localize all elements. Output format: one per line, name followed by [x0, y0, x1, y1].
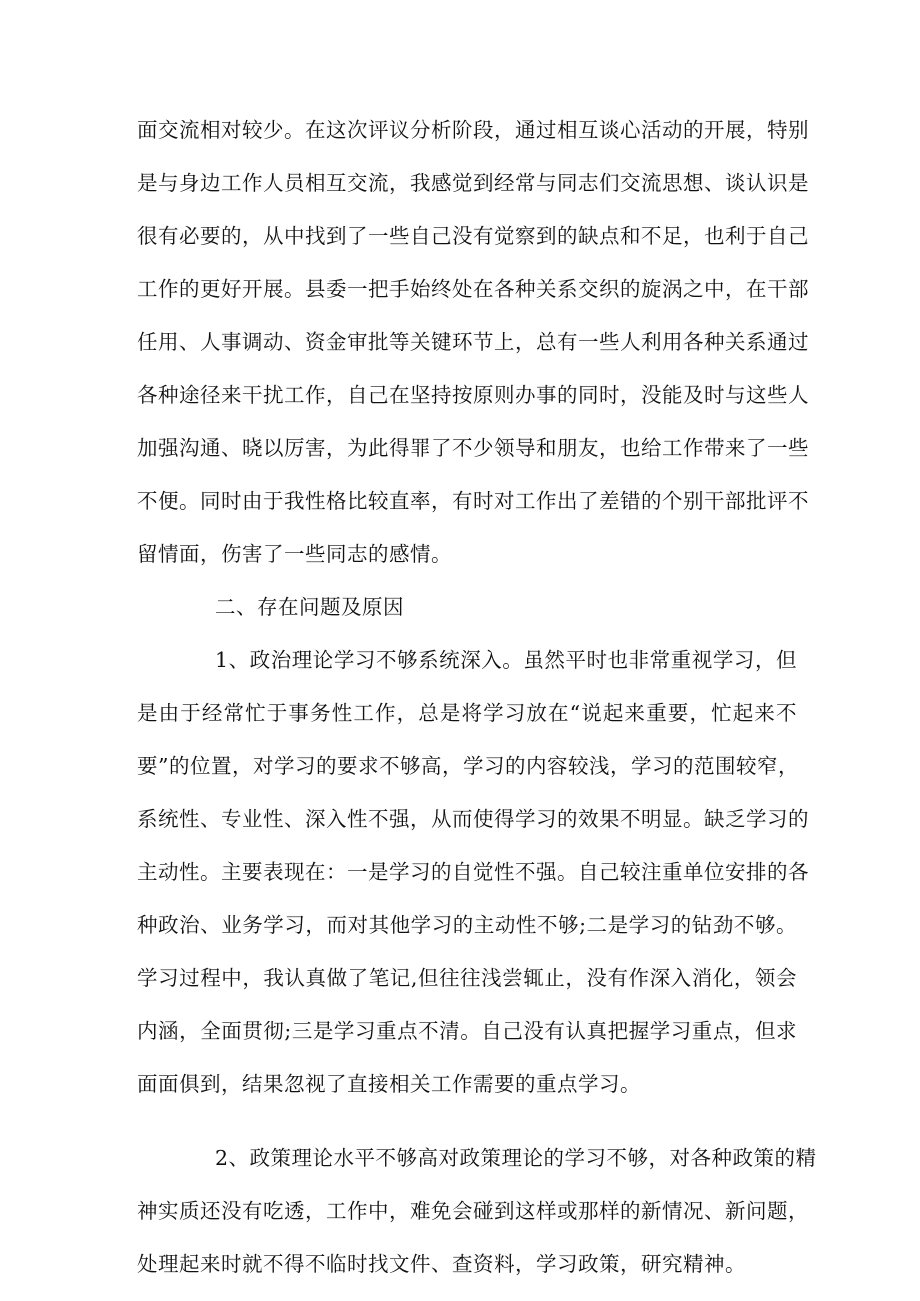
text-line: 学习过程中，我认真做了笔记,但往往浅尝辄止，没有作深入消化，领会	[137, 966, 797, 990]
text-line: 面交流相对较少。在这次评议分析阶段，通过相互谈心活动的开展，特别	[137, 118, 809, 142]
text-line: 系统性、专业性、深入性不强，从而使得学习的效果不明显。缺乏学习的	[137, 807, 809, 831]
text-line: 加强沟通、晓以厉害，为此得罪了不少领导和朋友，也给工作带来了一些	[137, 436, 809, 460]
text-line: 任用、人事调动、资金审批等关键环节上，总有一些人利用各种关系通过	[137, 330, 809, 354]
text-line: 留情面，伤害了一些同志的感情。	[137, 542, 452, 566]
text-line: 1、政治理论学习不够系统深入。虽然平时也非常重视学习，但	[215, 648, 797, 672]
text-line: 很有必要的，从中找到了一些自己没有觉察到的缺点和不足，也利于自己	[137, 224, 809, 248]
text-line: 不便。同时由于我性格比较直率，有时对工作出了差错的个别干部批评不	[137, 489, 809, 513]
text-line: 要”的位置，对学习的要求不够高，学习的内容较浅，学习的范围较窄，	[137, 754, 799, 778]
text-line: 主动性。主要表现在：一是学习的自觉性不强。自己较注重单位安排的各	[137, 860, 809, 884]
text-line: 工作的更好开展。县委一把手始终处在各种关系交织的旋涡之中，在干部	[137, 277, 809, 301]
text-line: 神实质还没有吃透，工作中，难免会碰到这样或那样的新情况、新问题，	[137, 1199, 809, 1223]
text-line: 各种途径来干扰工作，自己在坚持按原则办事的同时，没能及时与这些人	[137, 383, 809, 407]
text-line: 面面俱到，结果忽视了直接相关工作需要的重点学习。	[137, 1072, 641, 1096]
text-line: 处理起来时就不得不临时找文件、查资料，学习政策，研究精神。	[137, 1252, 746, 1276]
text-line: 是与身边工作人员相互交流，我感觉到经常与同志们交流思想、谈认识是	[137, 171, 809, 195]
text-line: 内涵，全面贯彻;三是学习重点不清。自己没有认真把握学习重点，但求	[137, 1019, 797, 1043]
text-line: 2、政策理论水平不够高对政策理论的学习不够，对各种政策的精	[215, 1146, 817, 1170]
section-heading: 二、存在问题及原因	[215, 595, 404, 619]
text-line: 是由于经常忙于事务性工作，总是将学习放在“说起来重要，忙起来不	[137, 701, 797, 725]
text-line: 种政治、业务学习，而对其他学习的主动性不够;二是学习的钻劲不够。	[137, 913, 797, 937]
